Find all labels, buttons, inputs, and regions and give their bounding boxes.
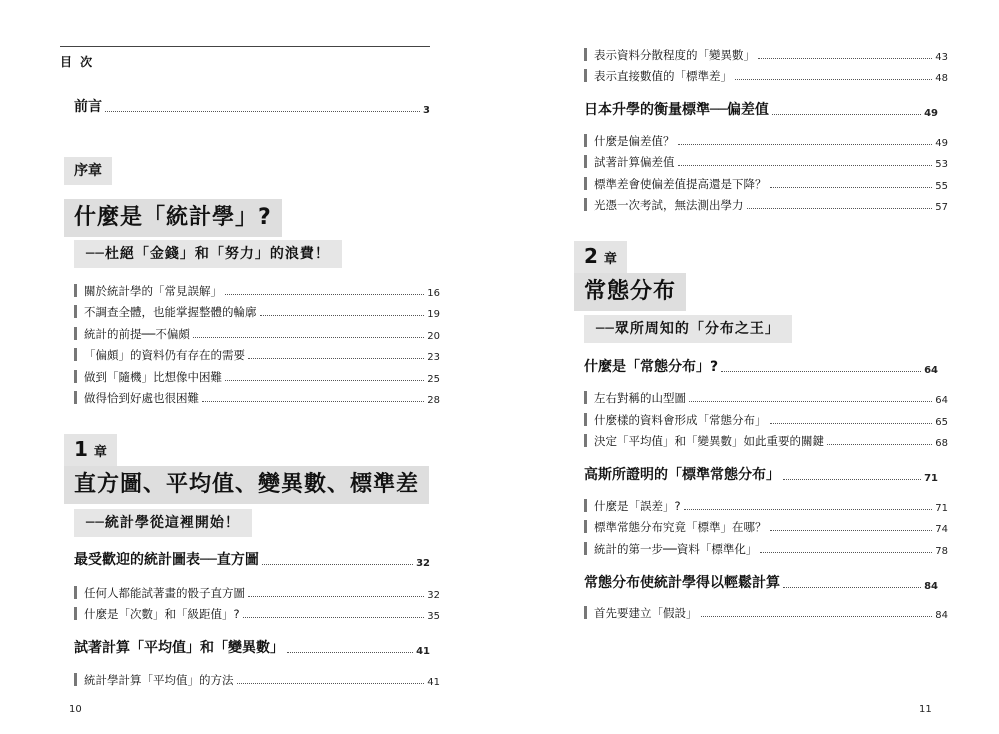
dot-leader xyxy=(243,617,425,618)
chapter2-subtitle xyxy=(584,315,792,343)
dot-leader xyxy=(202,401,424,402)
toc-entry[interactable] xyxy=(74,585,440,601)
toc-entry[interactable] xyxy=(584,498,948,514)
page-number-right: 11 xyxy=(919,704,932,715)
entry-page: 35 xyxy=(427,611,440,622)
chapter1-subtitle-text: ──統計學從這裡開始！ xyxy=(86,515,240,531)
toc-entry[interactable] xyxy=(584,68,948,84)
dot-leader xyxy=(678,165,933,166)
entry-page: 84 xyxy=(924,581,938,592)
entry-page: 32 xyxy=(427,590,440,601)
entry-label: 首先要建立「假設」 xyxy=(594,606,698,620)
entry-page: 28 xyxy=(427,395,440,406)
entry-page: 49 xyxy=(935,138,948,149)
toc-section[interactable] xyxy=(584,464,938,484)
dot-leader xyxy=(105,111,420,112)
toc-entry[interactable] xyxy=(584,390,948,406)
chapter2-subtitle-text: ──眾所周知的「分布之王」 xyxy=(596,321,780,337)
entry-label: 試著計算「平均值」和「變異數」 xyxy=(74,640,284,656)
toc-entry[interactable] xyxy=(74,672,440,688)
toc-header xyxy=(60,46,430,70)
entry-label: 做到「隨機」比想像中困難 xyxy=(84,370,222,384)
dot-leader xyxy=(689,401,932,402)
dot-leader xyxy=(783,587,921,588)
chapter1-tag xyxy=(64,434,117,468)
toc-entry[interactable] xyxy=(584,412,948,428)
dot-leader xyxy=(721,371,921,372)
prologue-tag-text: 序章 xyxy=(74,163,102,179)
toc-entry[interactable] xyxy=(74,304,440,320)
dot-leader xyxy=(747,208,933,209)
entry-page: 71 xyxy=(924,473,938,484)
prologue-tag xyxy=(64,157,112,185)
entry-page: 68 xyxy=(935,438,948,449)
toc-entry[interactable] xyxy=(584,197,948,213)
entry-label: 什麼是偏差值？ xyxy=(594,134,675,148)
toc-entry[interactable] xyxy=(74,369,440,385)
toc-header-text: 目 次 xyxy=(60,55,95,69)
chapter2-zhang: 章 xyxy=(603,252,617,267)
prologue-subtitle-text: ──杜絕「金錢」和「努力」的浪費！ xyxy=(86,246,330,262)
toc-entry[interactable] xyxy=(584,605,948,621)
entry-label: 前言 xyxy=(74,99,102,115)
entry-label: 什麼是「常態分布」? xyxy=(584,359,719,375)
entry-page: 64 xyxy=(924,365,938,376)
chapter2-title-text: 常態分布 xyxy=(584,279,677,304)
entry-label: 任何人都能試著畫的骰子直方圖 xyxy=(84,586,245,600)
entry-page: 16 xyxy=(427,288,440,299)
dot-leader xyxy=(827,444,932,445)
entry-label: 日本升學的衡量標準──偏差值 xyxy=(584,102,769,118)
entry-label: 統計的前提──不偏頗 xyxy=(84,327,190,341)
entry-page: 41 xyxy=(416,646,430,657)
dot-leader xyxy=(735,79,932,80)
chapter1-zhang: 章 xyxy=(93,445,107,460)
chapter1-number: 1 xyxy=(74,437,88,461)
entry-page: 71 xyxy=(935,503,948,514)
chapter2-tag xyxy=(574,241,627,275)
entry-label: 什麼樣的資料會形成「常態分布」 xyxy=(594,413,767,427)
dot-leader xyxy=(783,479,921,480)
entry-page: 20 xyxy=(427,331,440,342)
dot-leader xyxy=(262,564,413,565)
dot-leader xyxy=(770,187,933,188)
entry-page: 32 xyxy=(416,558,430,569)
entry-label: 表示直接數值的「標準差」 xyxy=(594,69,732,83)
toc-section[interactable] xyxy=(74,549,430,569)
entry-label: 做得恰到好處也很困難 xyxy=(84,391,199,405)
dot-leader xyxy=(684,509,933,510)
dot-leader xyxy=(770,423,933,424)
toc-entry[interactable] xyxy=(74,390,440,406)
toc-entry[interactable] xyxy=(74,326,440,342)
chapter2-number: 2 xyxy=(584,244,598,268)
entry-page: 41 xyxy=(427,677,440,688)
dot-leader xyxy=(678,144,933,145)
entry-page: 23 xyxy=(427,352,440,363)
entry-page: 64 xyxy=(935,395,948,406)
dot-leader xyxy=(193,337,424,338)
entry-label: 試著計算偏差值 xyxy=(594,155,675,169)
entry-label: 什麼是「誤差」? xyxy=(594,499,681,513)
toc-entry[interactable] xyxy=(584,433,948,449)
right-page xyxy=(500,0,999,734)
toc-entry[interactable] xyxy=(584,541,948,557)
page-number-left: 10 xyxy=(69,704,82,715)
toc-entry[interactable] xyxy=(584,519,948,535)
entry-label: 「偏頗」的資料仍有存在的需要 xyxy=(84,348,245,362)
prologue-title xyxy=(64,199,282,237)
entry-page: 65 xyxy=(935,417,948,428)
toc-section[interactable] xyxy=(584,99,938,119)
entry-page: 78 xyxy=(935,546,948,557)
toc-entry[interactable] xyxy=(584,154,948,170)
toc-entry[interactable] xyxy=(74,283,440,299)
entry-label: 最受歡迎的統計圖表──直方圖 xyxy=(74,552,259,568)
toc-entry-preface[interactable] xyxy=(74,96,430,116)
dot-leader xyxy=(225,294,424,295)
toc-entry[interactable] xyxy=(584,47,948,63)
entry-page: 55 xyxy=(935,181,948,192)
dot-leader xyxy=(770,530,933,531)
toc-section[interactable] xyxy=(74,637,430,657)
entry-label: 決定「平均值」和「變異數」如此重要的關鍵 xyxy=(594,434,824,448)
dot-leader xyxy=(701,616,933,617)
entry-label: 統計學計算「平均值」的方法 xyxy=(84,673,234,687)
toc-entry[interactable] xyxy=(584,133,948,149)
entry-page: 74 xyxy=(935,524,948,535)
chapter1-title-text: 直方圖、平均值、變異數、標準差 xyxy=(74,472,420,497)
dot-leader xyxy=(260,315,425,316)
entry-page: 53 xyxy=(935,159,948,170)
toc-entry[interactable] xyxy=(74,347,440,363)
toc-entry[interactable] xyxy=(74,606,440,622)
entry-label: 光憑一次考試，無法測出學力 xyxy=(594,198,744,212)
chapter1-title xyxy=(64,466,429,504)
toc-section[interactable] xyxy=(584,356,938,376)
dot-leader xyxy=(225,380,424,381)
entry-page: 25 xyxy=(427,374,440,385)
dot-leader xyxy=(248,358,424,359)
entry-page: 57 xyxy=(935,202,948,213)
chapter2-title xyxy=(574,273,686,311)
entry-page: 48 xyxy=(935,73,948,84)
entry-page: 49 xyxy=(924,108,938,119)
chapter1-subtitle xyxy=(74,509,252,537)
prologue-title-text: 什麼是「統計學」? xyxy=(74,205,272,230)
dot-leader xyxy=(287,652,413,653)
entry-label: 左右對稱的山型圖 xyxy=(594,391,686,405)
dot-leader xyxy=(248,596,424,597)
entry-label: 關於統計學的「常見誤解」 xyxy=(84,284,222,298)
entry-label: 標準差會使偏差值提高還是下降？ xyxy=(594,177,767,191)
prologue-subtitle xyxy=(74,240,342,268)
entry-label: 表示資料分散程度的「變異數」 xyxy=(594,48,755,62)
dot-leader xyxy=(237,683,425,684)
entry-page: 84 xyxy=(935,610,948,621)
entry-label: 標準常態分布究竟「標準」在哪？ xyxy=(594,520,767,534)
entry-label: 常態分布使統計學得以輕鬆計算 xyxy=(584,575,780,591)
entry-label: 統計的第一步──資料「標準化」 xyxy=(594,542,758,556)
entry-label: 什麼是「次數」和「級距值」? xyxy=(84,607,240,621)
toc-entry[interactable] xyxy=(584,176,948,192)
entry-page: 3 xyxy=(423,105,430,116)
entry-label: 高斯所證明的「標準常態分布」 xyxy=(584,467,780,483)
toc-section[interactable] xyxy=(584,572,938,592)
dot-leader xyxy=(758,58,932,59)
entry-page: 43 xyxy=(935,52,948,63)
dot-leader xyxy=(772,114,921,115)
entry-page: 19 xyxy=(427,309,440,320)
dot-leader xyxy=(760,552,932,553)
entry-label: 不調查全體，也能掌握整體的輪廓 xyxy=(84,305,257,319)
